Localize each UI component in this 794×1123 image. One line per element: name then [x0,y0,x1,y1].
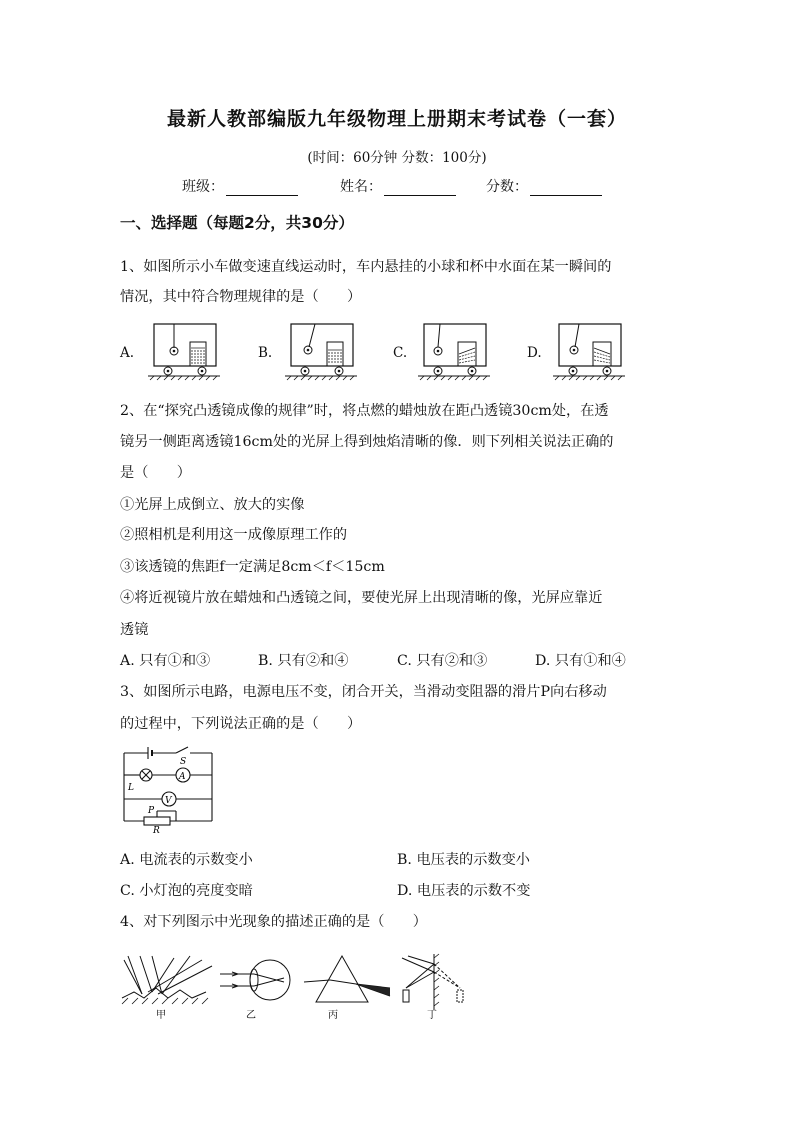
q1-car-b-figure [285,322,359,382]
circuit-label-r: R [153,826,160,836]
q1-car-a-figure [148,322,222,382]
q2-statement-2: ②照相机是利用这一成像原理工作的 [120,527,348,543]
q1-car-d-figure [553,322,627,382]
q4-stem: 4、对下列图示中光现象的描述正确的是（ ） [120,914,427,930]
q3-stem-line1: 3、如图所示电路，电源电压不变，闭合开关，当滑动变阻器的滑片P向右移动 [120,684,607,700]
q2-option-b: B. 只有②和④ [258,653,349,669]
q3-option-d: D. 电压表的示数不变 [397,883,531,899]
q3-option-c: C. 小灯泡的亮度变暗 [120,883,253,899]
q3-option-a: A. 电流表的示数变小 [120,852,253,868]
q2-stem-line1: 2、在“探究凸透镜成像的规律”时，将点燃的蜡烛放在距凸透镜30cm处，在透 [120,403,609,419]
q2-statement-1: ①光屏上成倒立、放大的实像 [120,497,305,513]
q1-option-d-label: D. [527,345,542,361]
q2-stem-line3: 是（ ） [120,465,191,481]
q1-option-b-label: B. [258,345,273,361]
circuit-label-l: L [128,783,134,793]
q1-option-a-label: A. [120,345,135,361]
section-heading: 一、选择题（每题2分，共30分） [120,214,354,232]
exam-title: 最新人教部编版九年级物理上册期末考试卷（一套） [166,108,627,130]
q4-figure-yi [218,952,300,1020]
q4-figure-ding [396,952,472,1020]
q1-car-c-figure [418,322,492,382]
figure-label-bing: 丙 [328,1010,338,1021]
class-blank [226,181,298,196]
q1-stem-line2: 情况，其中符合物理规律的是（ ） [120,289,362,305]
q2-option-c: C. 只有②和③ [397,653,488,669]
score-blank [530,181,602,196]
q2-option-d: D. 只有①和④ [535,653,626,669]
q2-stem-line2: 镜另一侧距离透镜16cm处的光屏上得到烛焰清晰的像．则下列相关说法正确的 [120,434,614,450]
q2-option-a: A. 只有①和③ [120,653,211,669]
figure-label-jia: 甲 [156,1010,166,1021]
q2-statement-4-line1: ④将近视镜片放在蜡烛和凸透镜之间，要使光屏上出现清晰的像，光屏应靠近 [120,590,603,606]
circuit-label-p: P [148,806,155,816]
q1-stem-line1: 1、如图所示小车做变速直线运动时，车内悬挂的小球和杯中水面在某一瞬间的 [120,259,612,275]
q4-figure-bing [302,952,394,1020]
q3-option-b: B. 电压表的示数变小 [397,852,530,868]
q1-option-c-label: C. [393,345,408,361]
figure-label-ding: 丁 [427,1010,437,1021]
class-field [182,176,298,196]
figure-label-yi: 乙 [246,1010,256,1021]
name-blank [384,181,456,196]
exam-subtitle: (时间：60分钟 分数：100分) [307,150,487,166]
name-label: 姓名： [340,179,382,195]
q2-statement-4-line2: 透镜 [120,622,149,638]
circuit-label-s: S [180,757,187,767]
q4-figure-jia [118,952,216,1020]
score-field [486,176,602,196]
circuit-label-a: A [179,772,186,782]
circuit-label-v: V [165,796,172,806]
q3-stem-line2: 的过程中，下列说法正确的是（ ） [120,716,362,732]
q3-circuit-diagram [120,745,216,836]
score-label: 分数： [486,179,528,195]
q2-statement-3: ③该透镜的焦距f一定满足8cm＜f＜15cm [120,559,385,575]
name-field [340,176,456,196]
class-label: 班级： [182,179,224,195]
